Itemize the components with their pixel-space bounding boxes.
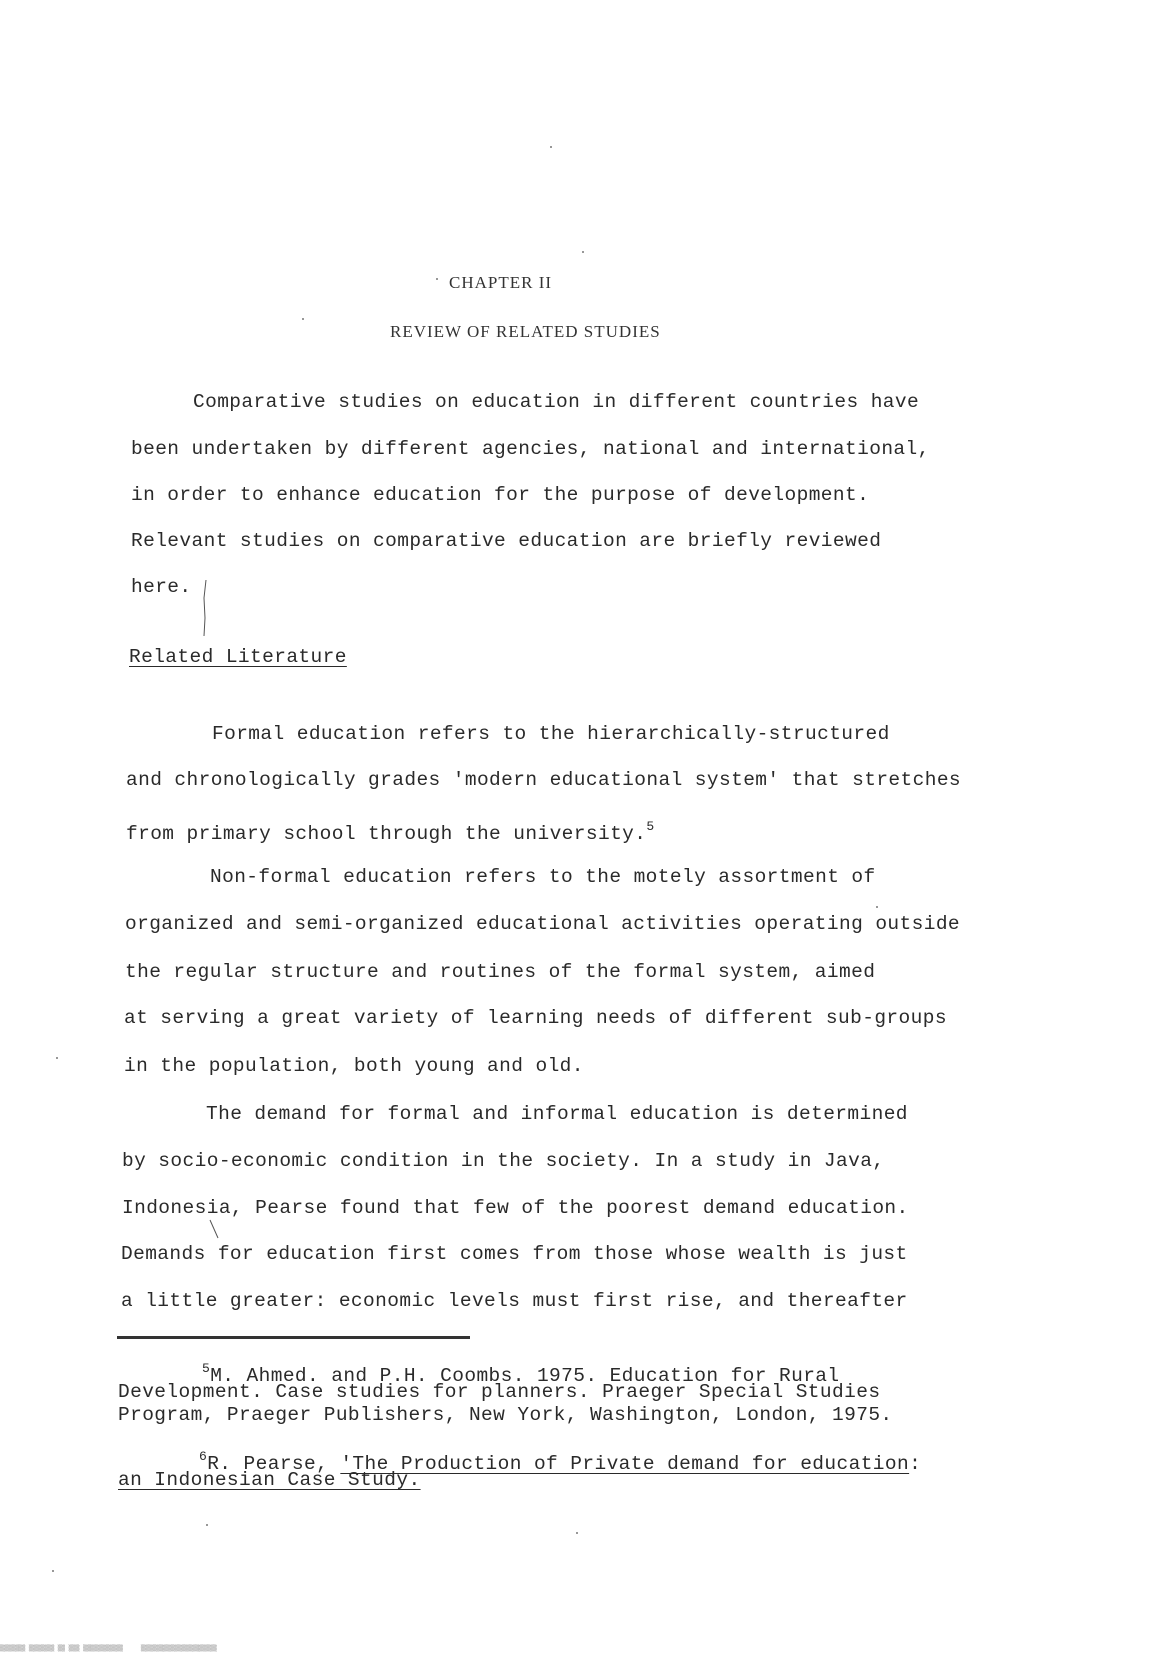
paragraph-line: Formal education refers to the hierarchically-structured <box>212 723 890 745</box>
line-text: : <box>909 1453 922 1475</box>
paragraph-line: been undertaken by different agencies, national and international, <box>131 438 930 460</box>
scan-speck <box>436 278 438 280</box>
paragraph-line: organized and semi-organized educational activities operating outside <box>125 913 961 935</box>
paragraph-line <box>126 815 655 846</box>
scan-speck <box>582 251 584 253</box>
scan-speck <box>550 146 552 148</box>
scan-speck <box>302 318 304 320</box>
footnote-line: Development. Case studies for planners. Praeger Special Studies <box>118 1381 881 1403</box>
pen-mark <box>196 578 216 638</box>
paragraph-line: Comparative studies on education in different countries have <box>193 391 920 413</box>
pen-mark <box>208 1218 220 1240</box>
paragraph-line: The demand for formal and informal education is determined <box>206 1103 908 1125</box>
paragraph-line: Indonesia, Pearse found that few of the poorest demand education. <box>122 1197 909 1219</box>
chapter-number: CHAPTER II <box>449 273 553 292</box>
scan-speck <box>876 906 878 908</box>
paragraph-line: Demands for education first comes from those whose wealth is just <box>121 1243 908 1265</box>
paragraph-line: the regular structure and routines of the formal system, aimed <box>125 961 876 983</box>
footnote-divider <box>117 1336 470 1339</box>
paragraph-line: at serving a great variety of learning needs of different sub-groups <box>124 1007 947 1029</box>
footnote-number: 6 <box>199 1449 208 1464</box>
line-text: M. Ahmed. and P.H. Coombs. 1975. Education for Rural <box>210 1365 840 1387</box>
scan-speck <box>52 1570 54 1572</box>
paragraph-line: and chronologically grades 'modern educational system' that stretches <box>126 769 962 791</box>
scan-speck <box>206 1524 208 1526</box>
paragraph-line: Relevant studies on comparative education are briefly reviewed <box>131 530 882 552</box>
paragraph-line: in the population, both young and old. <box>124 1055 584 1077</box>
footnote-number: 5 <box>202 1361 211 1376</box>
paragraph-line: here. <box>131 576 192 598</box>
footnote-ref-5: 5 <box>646 819 655 834</box>
chapter-title: REVIEW OF RELATED STUDIES <box>390 322 661 341</box>
citation-title: an Indonesian Case Study. <box>118 1469 421 1491</box>
scan-footer-strip: ▒▒▒▒▒▒▒ ▒▒▒▒▒▒▒ ▒▒ ▒▒▒ ▒▒▒▒▒▒▒▒▒▒▒ ▒▒▒▒▒▒▒▒▒▒▒▒▒▒▒▒▒▒▒▒▒ <box>0 1645 217 1652</box>
paragraph-line: Non-formal education refers to the motely assortment of <box>210 866 876 888</box>
scan-speck <box>576 1532 578 1534</box>
paragraph-line: by socio-economic condition in the society. In a study in Java, <box>122 1150 885 1172</box>
footnote-line: Program, Praeger Publishers, New York, Washington, London, 1975. <box>118 1404 893 1426</box>
paragraph-line: a little greater: economic levels must first rise, and thereafter <box>121 1290 908 1312</box>
paragraph-line: in order to enhance education for the purpose of development. <box>131 484 870 506</box>
section-heading: Related Literature <box>129 646 347 668</box>
line-text: R. Pearse, <box>207 1453 341 1475</box>
citation-title: 'The Production of Private demand for education <box>340 1453 910 1475</box>
scan-speck <box>56 1057 58 1059</box>
line-text: from primary school through the university. <box>126 823 647 845</box>
